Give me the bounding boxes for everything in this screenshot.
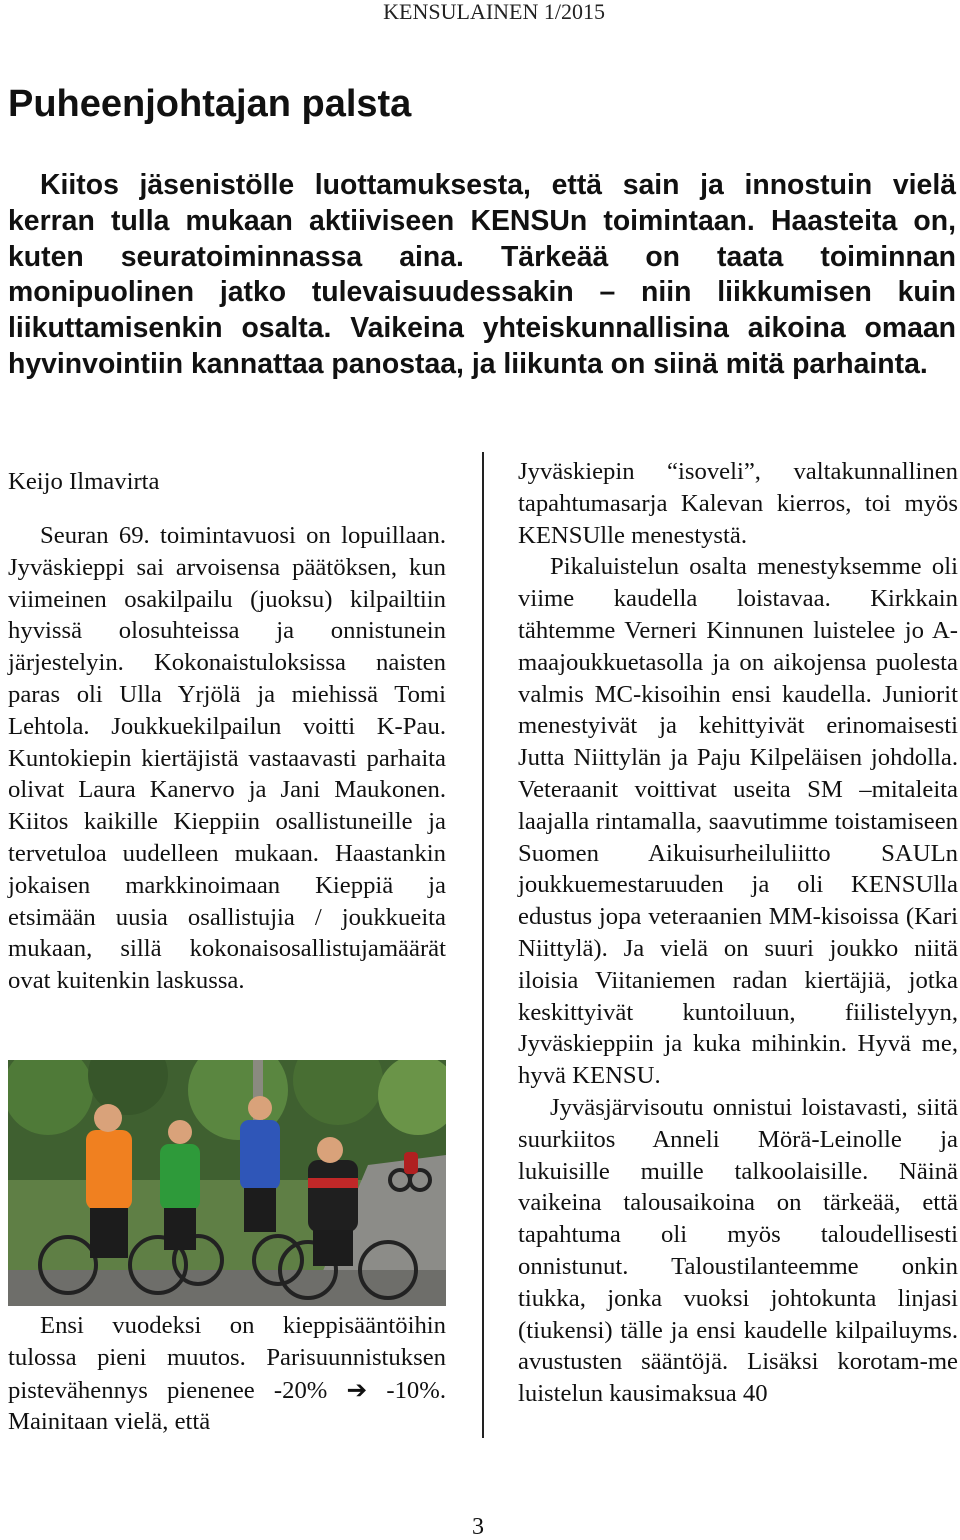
cyclists-photo [8,1060,446,1306]
right-paragraph-3: Jyväsjärvisoutu onnistui loistavasti, siitä suurkiitos Anneli Mörä-Leinolle ja lukuisille muille talkoolaisille. Näinä vaikeina talousaikoina on tärkeää, että tapahtuma oli myös taloudellisesti onnistunut. Taloustilanteemme onkin tiukka, jonka vuoksi johtokunta linjasi (tiukensi) tälle ja ensi kaudelle kilpailuyms. avustusten sääntöjä. Lisäksi korotam-me luistelun kausimaksua 40 [518,1093,958,1408]
cyclists-photo-illustration [8,1060,446,1306]
arrow-icon: ➔ [346,1374,368,1404]
left-column-bottom [8,1310,446,1438]
left-paragraph-2 [8,1310,446,1438]
column-divider [482,452,484,1438]
left-paragraph-2-text: Ensi vuodeksi on kieppisääntöihin tulossa pieni muutos. Parisuunnistuksen pistevähennys pienenee -20% [8,1312,446,1404]
article-lead: Kiitos jäsenistölle luottamuksesta, että sain ja innostuin vielä kerran tulla mukaan aktiiviseen KENSUn toimintaan. Haasteita on, kuten seuratoiminnassa aina. Tärkeää on taata toiminnan monipuolinen jatko tulevaisuudessakin – niin liikkumisen kuin liikuttamisenkin osalta. Vaikeina yhteiskunnallisina aikoina omaan hyvinvointiin kannattaa panostaa, ja liikunta on siinä mitä parhainta. [8,169,956,380]
issue-header: KENSULAINEN 1/2015 [383,0,605,24]
article-author: Keijo Ilmavirta [8,468,160,495]
left-paragraph-1: Seuran 69. toimintavuosi on lopuillaan. Jyväskieppi sai arvoisensa päätöksen, kun viimeinen osakilpailu (juoksu) kilpailtiin hyvissä olosuhteissa ja onnistunein järjestelyin. Kokonaistuloksissa naisten paras oli Ulla Yrjölä ja miehissä Tomi Lehtola. Joukkuekilpailun voitti K-Pau. Kuntokiepin kiertäjistä vastaavasti parhaita olivat Laura Kanervo ja Jani Maukonen. Kiitos kaikille Kieppiin osallistuneille ja tervetuloa uudelleen mukaan. Haastankin jokaisen markkinoimaan Kieppiä ja etsimään uusia osallistujia / joukkueita mukaan, sillä kokonaisosallistujamäärät ovat kuitenkin laskussa. [8,522,446,995]
right-paragraph-2: Pikaluistelun osalta menestyksemme oli viime kaudella loistavaa. Kirkkain tähtemme Verneri Kinnunen luistelee jo A-maajoukkuetasolla ja on aikojensa puolesta valmis MC-kisoihin ensi kaudella. Juniorit menestyivät ja kehittyivät erinomaisesti Jutta Niittylän ja Paju Kilpeläisen johdolla. Veteraanit voittivat useita SM –mitaleita laajalla rintamalla, saavutimme toistamiseen Suomen Aikuisurheiluliitto SAULn joukkuemestaruuden ja oli KENSUlla edustus jopa veteraanien MM-kisoissa (Kari Niittylä). Ja vielä on suuri joukko niitä iloisia Viitaniemen radan kiertäjiä, jotka keskittyivät kuntoiluun, fiilistelyyn, Jyväskieppiin ja kuka mihinkin. Hyvä me, hyvä KENSU. [518,553,958,1090]
right-column [518,456,958,1410]
right-paragraph-1: Jyväskiepin “isoveli”, valtakunnallinen tapahtumasarja Kalevan kierros, toi myös KENSUlle menestystä. [518,458,958,549]
page-number: 3 [472,1514,484,1540]
article-title: Puheenjohtajan palsta [8,83,412,125]
left-paragraph-2-end: -10%. Mainitaan vielä, että [8,1376,446,1436]
left-column-top [8,520,446,997]
